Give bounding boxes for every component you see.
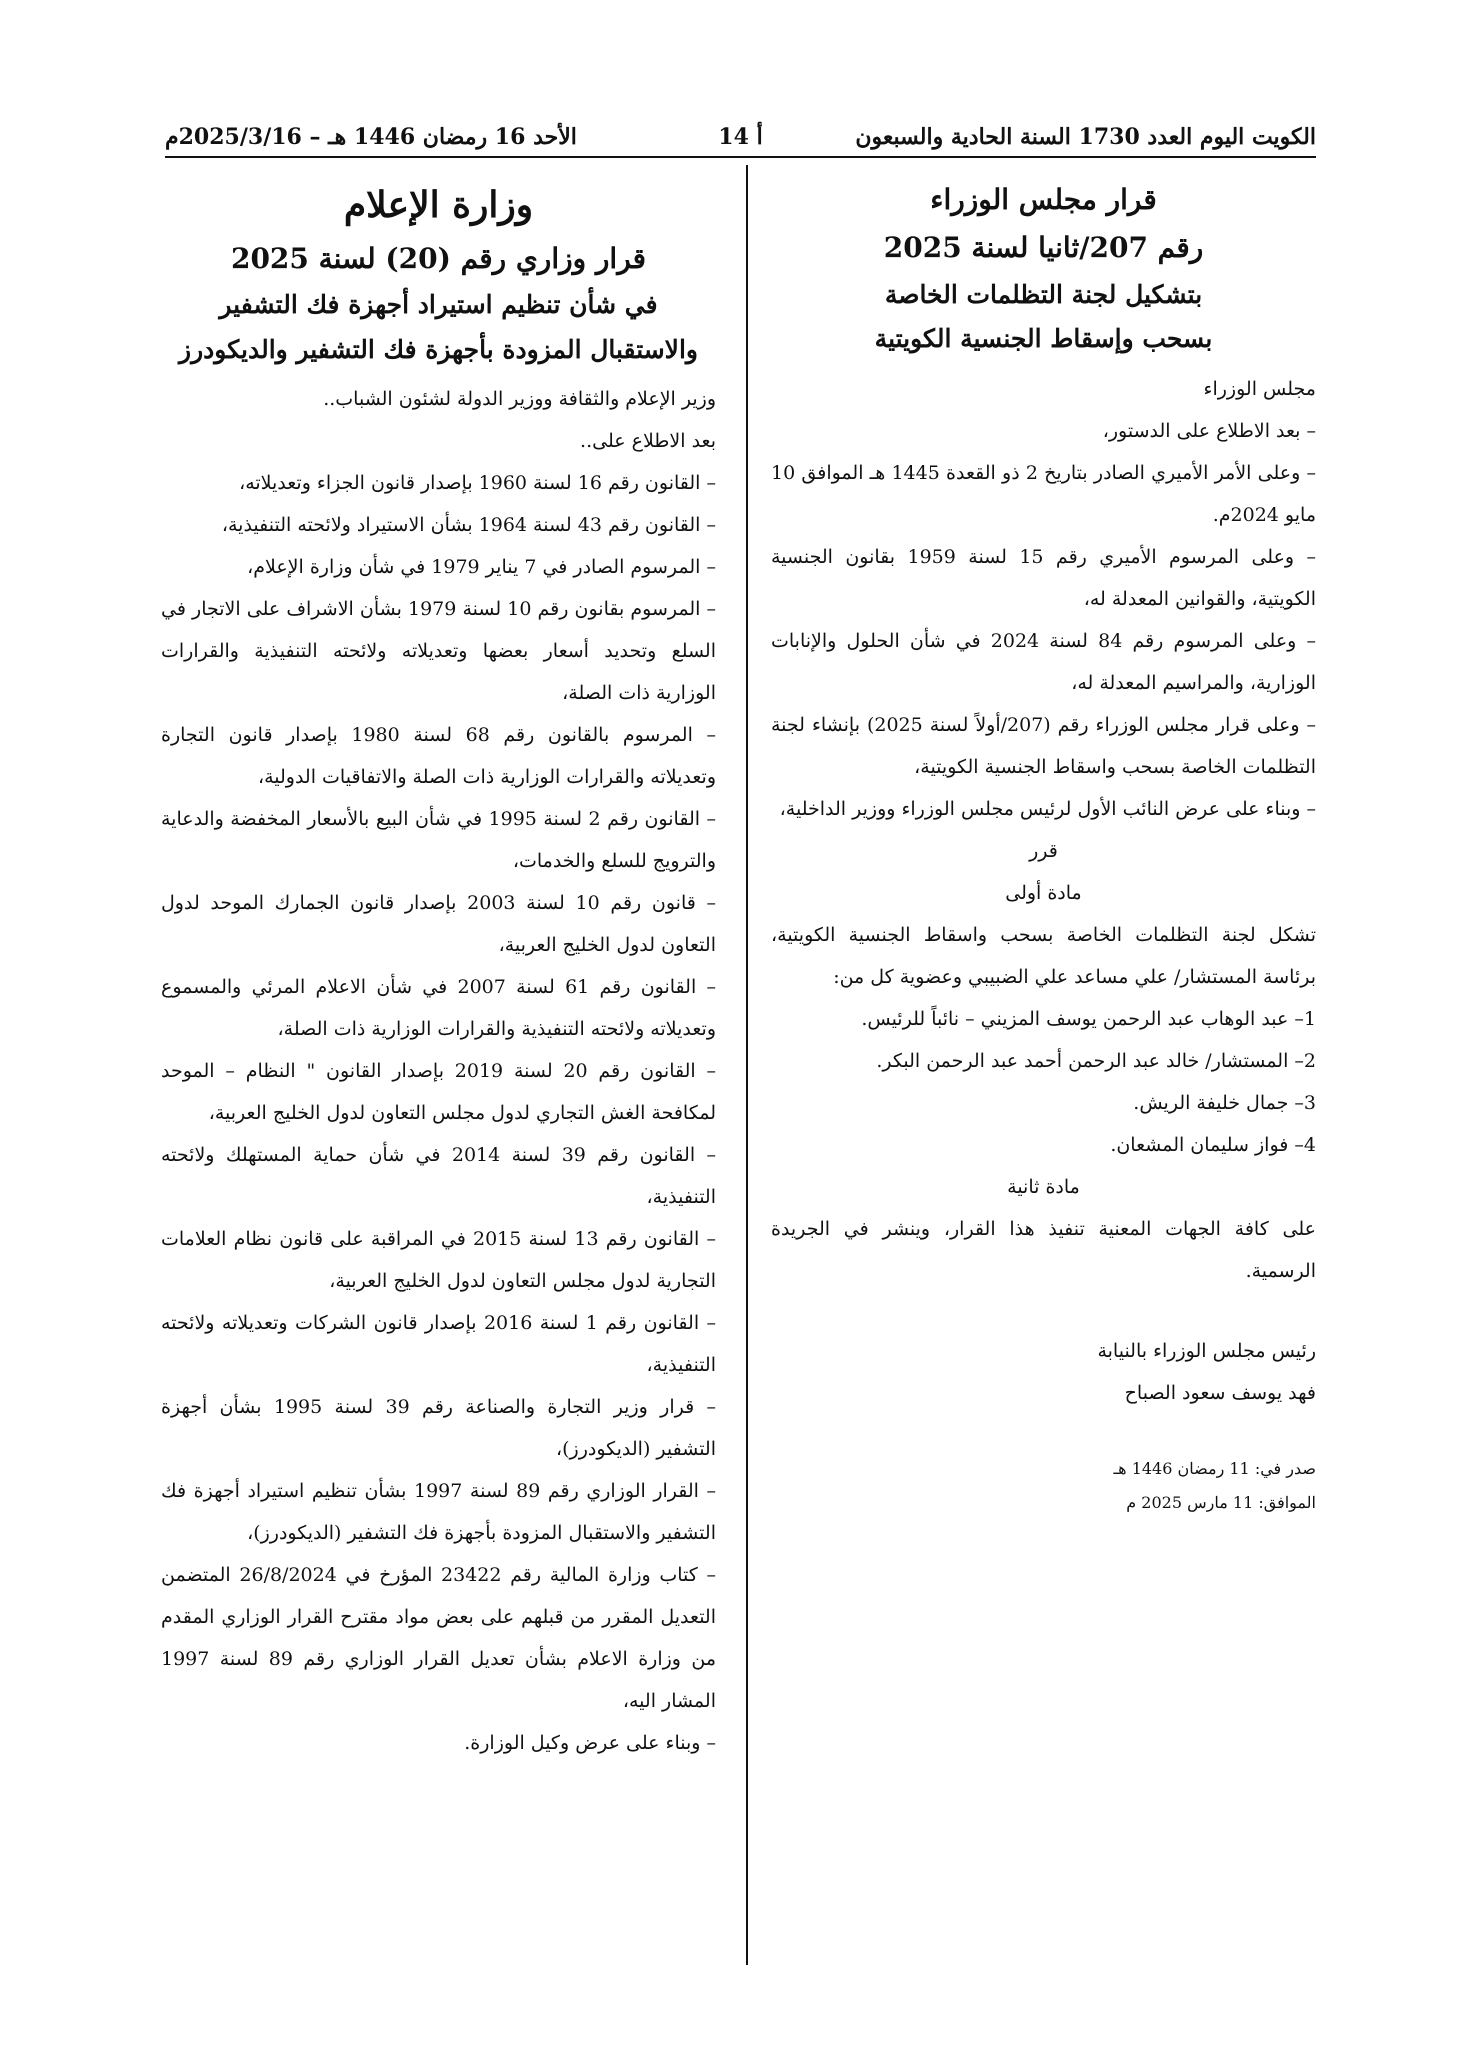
- ministerial-subject-1: في شأن تنظيم استيراد أجهزة فك التشفير: [219, 290, 658, 320]
- signature-name: فهد يوسف سعود الصباح: [1124, 1381, 1316, 1404]
- ministry-decision-column: [161, 182, 716, 1764]
- article-1-heading: مادة أولى: [1005, 881, 1082, 904]
- header-date: الأحد 16 رمضان 1446 هـ – 2025/3/16م: [165, 124, 577, 150]
- corresponding-date: الموافق: 11 مارس 2025 م: [1126, 1492, 1316, 1512]
- legal-reference: – كتاب وزارة المالية رقم 23422 المؤرخ في 26/8/2024 المتضمن التعديل المقرر من قبلهم على بعض مواد مقترح القرار الوزاري المقدم من وزارة الاعلام بشأن تعديل القرار الوزاري رقم 89 لسنة 1997 المشار اليه،: [161, 1564, 716, 1713]
- ministerial-subject-2: والاستقبال المزودة بأجهزة فك التشفير والديكودرز: [179, 334, 698, 364]
- article-2-heading: مادة ثانية: [1007, 1175, 1080, 1198]
- legal-reference: – القانون رقم 20 لسنة 2019 بإصدار القانون " النظام – الموحد لمكافحة الغش التجاري لدول مجلس التعاون لدول الخليج العربية،: [161, 1060, 716, 1125]
- decision-number: رقم 207/ثانيا لسنة 2025: [883, 231, 1204, 265]
- header-page-number: أ 14: [718, 124, 763, 150]
- signature-title: رئيس مجلس الوزراء بالنيابة: [1097, 1339, 1316, 1362]
- legal-reference: – المرسوم الصادر في 7 يناير 1979 في شأن وزارة الإعلام،: [247, 556, 716, 579]
- legal-reference: – المرسوم بالقانون رقم 68 لسنة 1980 بإصدار قانون التجارة وتعديلاته والقرارات الوزارية ذات الصلة والاتفاقيات الدولية،: [161, 724, 716, 789]
- legal-reference: – المرسوم بقانون رقم 10 لسنة 1979 بشأن الاشراف على الاتجار في السلع وتحديد أسعار بعضها وتعديلاته ولائحته التنفيذية والقرارات الوزارية ذات الصلة،: [161, 598, 717, 705]
- decision-subject-2: بسحب وإسقاط الجنسية الكويتية: [874, 324, 1213, 354]
- member-2: 2– المستشار/ خالد عبد الرحمن أحمد عبد الرحمن البكر.: [876, 1049, 1316, 1072]
- legal-reference: – القانون رقم 16 لسنة 1960 بإصدار قانون الجزاء وتعديلاته،: [239, 472, 716, 495]
- preamble-6: – وبناء على عرض النائب الأول لرئيس مجلس الوزراء ووزير الداخلية،: [779, 797, 1316, 820]
- after-review: بعد الاطلاع على..: [580, 430, 716, 453]
- preamble-5: – وعلى قرار مجلس الوزراء رقم (207/أولاً لسنة 2025) بإنشاء لجنة التظلمات الخاصة بسحب واسقاط الجنسية الكويتية،: [771, 713, 1316, 778]
- member-3: 3– جمال خليفة الريش.: [1133, 1091, 1316, 1114]
- legal-reference: – القانون رقم 39 لسنة 2014 في شأن حماية المستهلك ولائحته التنفيذية،: [161, 1144, 716, 1209]
- minister-intro: وزير الإعلام والثقافة ووزير الدولة لشئون الشباب..: [323, 388, 716, 411]
- decision-title: قرار مجلس الوزراء: [930, 183, 1157, 216]
- legal-reference: – قانون رقم 10 لسنة 2003 بإصدار قانون الجمارك الموحد لدول التعاون لدول الخليج العربية،: [161, 892, 716, 957]
- legal-reference: – القانون رقم 13 لسنة 2015 في المراقبة على قانون نظام العلامات التجارية لدول مجلس التعاون لدول الخليج العربية،: [161, 1228, 716, 1293]
- decided-heading: قرر: [1029, 839, 1058, 862]
- member-4: 4– فواز سليمان المشعان.: [1110, 1133, 1316, 1156]
- spacer: [771, 1414, 1316, 1452]
- intro-text: مجلس الوزراء: [1203, 377, 1316, 400]
- preamble-3: – وعلى المرسوم الأميري رقم 15 لسنة 1959 بقانون الجنسية الكويتية، والقوانين المعدلة له،: [771, 545, 1316, 610]
- preamble-2: – وعلى الأمر الأميري الصادر بتاريخ 2 ذو القعدة 1445 هـ الموافق 10 مايو 2024م.: [771, 461, 1316, 526]
- article-1-text: تشكل لجنة التظلمات الخاصة بسحب واسقاط الجنسية الكويتية، برئاسة المستشار/ علي مساعد علي الضبيبي وعضوية كل من:: [771, 923, 1316, 988]
- ministerial-decision-number: قرار وزاري رقم (20) لسنة 2025: [230, 241, 647, 275]
- column-divider: [746, 165, 748, 1965]
- member-1: 1– عبد الوهاب عبد الرحمن يوسف المزيني – نائباً للرئيس.: [861, 1007, 1316, 1030]
- page-header: [165, 118, 1316, 158]
- cabinet-decision-column: [771, 182, 1316, 1520]
- legal-reference: – القانون رقم 61 لسنة 2007 في شأن الاعلام المرئي والمسموع وتعديلاته ولائحته التنفيذية والقرارات الوزارية ذات الصلة،: [161, 976, 716, 1041]
- preamble-4: – وعلى المرسوم رقم 84 لسنة 2024 في شأن الحلول والإنابات الوزارية، والمراسيم المعدلة له،: [771, 629, 1316, 694]
- issued-date: صدر في: 11 رمضان 1446 هـ: [1113, 1458, 1316, 1478]
- legal-reference: – وبناء على عرض وكيل الوزارة.: [464, 1732, 716, 1755]
- header-issue: الكويت اليوم العدد 1730 السنة الحادية والسبعون: [855, 124, 1316, 150]
- spacer: [771, 1292, 1316, 1330]
- preamble-1: – بعد الاطلاع على الدستور،: [1102, 419, 1316, 442]
- legal-reference: – القانون رقم 2 لسنة 1995 في شأن البيع بالأسعار المخفضة والدعاية والترويج للسلع والخدمات،: [161, 808, 716, 873]
- legal-reference: – القرار الوزاري رقم 89 لسنة 1997 بشأن تنظيم استيراد أجهزة فك التشفير والاستقبال المزودة بأجهزة فك التشفير (الديكودرز)،: [161, 1480, 717, 1545]
- decision-subject-1: بتشكيل لجنة التظلمات الخاصة: [884, 279, 1203, 309]
- article-2-text: على كافة الجهات المعنية تنفيذ هذا القرار، وينشر في الجريدة الرسمية.: [771, 1217, 1316, 1282]
- ministry-name: وزارة الإعلام: [343, 184, 534, 226]
- legal-reference: – القانون رقم 1 لسنة 2016 بإصدار قانون الشركات وتعديلاته ولائحته التنفيذية،: [161, 1312, 717, 1377]
- legal-reference: – القانون رقم 43 لسنة 1964 بشأن الاستيراد ولائحته التنفيذية،: [221, 514, 716, 537]
- legal-reference: – قرار وزير التجارة والصناعة رقم 39 لسنة 1995 بشأن أجهزة التشفير (الديكودرز)،: [161, 1396, 716, 1461]
